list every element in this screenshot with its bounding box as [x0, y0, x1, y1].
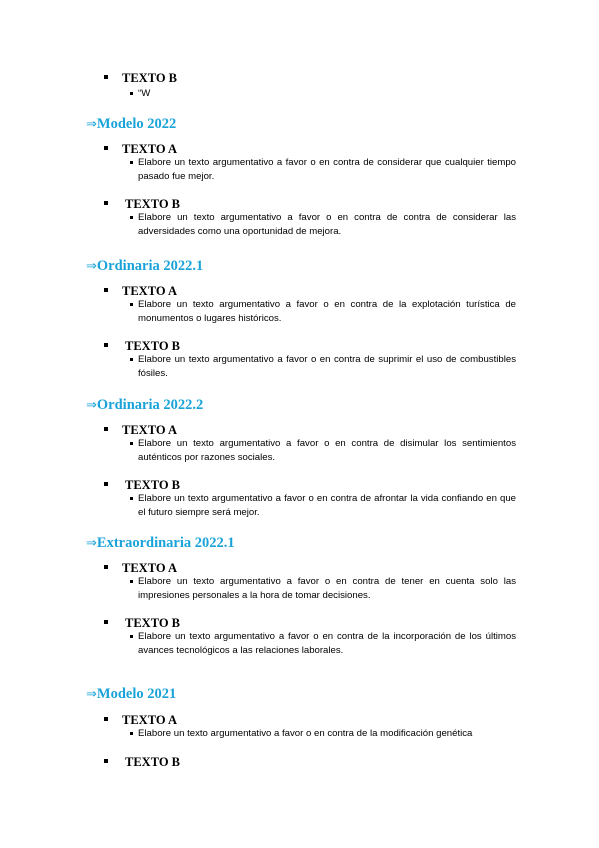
bullet-square-icon — [130, 635, 133, 638]
bullet-square-icon — [104, 565, 108, 569]
texto-b-heading: TEXTO B — [104, 478, 180, 492]
bullet-square-icon — [130, 161, 133, 164]
bullet-square-icon — [104, 343, 108, 347]
bullet-square-icon — [130, 442, 133, 445]
texto-a-prompt: Elabore un texto argumentativo a favor o en contra de tener en cuenta solo las impresiones personales a la hora de tomar decisiones. — [130, 575, 516, 603]
texto-a-heading: TEXTO A — [104, 713, 177, 727]
arrow-right-icon: ⇒ — [86, 536, 97, 551]
bullet-square-icon — [130, 358, 133, 361]
bullet-square-icon — [130, 497, 133, 500]
texto-b-prompt: Elabore un texto argumentativo a favor o en contra de la incorporación de los últimos avances tecnológicos a las relaciones laborales. — [130, 630, 516, 658]
bullet-square-icon — [104, 759, 108, 763]
texto-a-heading: TEXTO A — [104, 142, 177, 156]
texto-b-prompt: Elabore un texto argumentativo a favor o en contra de suprimir el uso de combustibles fósiles. — [130, 353, 516, 381]
bullet-square-icon — [130, 580, 133, 583]
section-heading-extraordinaria-2022-1: ⇒Extraordinaria 2022.1 — [86, 535, 235, 551]
texto-b-heading — [104, 71, 177, 85]
section-heading-modelo-2022: ⇒Modelo 2022 — [86, 116, 177, 132]
arrow-right-icon: ⇒ — [86, 398, 97, 413]
texto-a-prompt: Elabore un texto argumentativo a favor o en contra de la explotación turística de monumentos o lugares históricos. — [130, 298, 516, 326]
texto-a-heading: TEXTO A — [104, 423, 177, 437]
texto-a-prompt: Elabore un texto argumentativo a favor o en contra de disimular los sentimientos auténticos por razones sociales. — [130, 437, 516, 465]
texto-a-heading: TEXTO A — [104, 284, 177, 298]
bullet-square-icon — [104, 427, 108, 431]
bullet-square-icon — [104, 288, 108, 292]
texto-b-heading: TEXTO B — [104, 616, 180, 630]
bullet-square-icon — [104, 620, 108, 624]
texto-b-prompt: Elabore un texto argumentativo a favor o en contra de afrontar la vida confiando en que el futuro siempre será mejor. — [130, 492, 516, 520]
texto-b-prompt: “W — [130, 87, 516, 101]
arrow-right-icon: ⇒ — [86, 117, 97, 132]
texto-b-heading: TEXTO B — [104, 755, 180, 769]
texto-b-prompt: Elabore un texto argumentativo a favor o en contra de contra de considerar las adversidades como una oportunidad de mejora. — [130, 211, 516, 239]
section-heading-ordinaria-2022-2: ⇒Ordinaria 2022.2 — [86, 397, 204, 413]
texto-a-prompt: Elabore un texto argumentativo a favor o en contra de considerar que cualquier tiempo pasado fue mejor. — [130, 156, 516, 184]
bullet-square-icon — [130, 732, 133, 735]
section-heading-ordinaria-2022-1: ⇒Ordinaria 2022.1 — [86, 258, 204, 274]
texto-b-heading: TEXTO B — [104, 197, 180, 211]
bullet-square-icon — [130, 216, 133, 219]
texto-a-heading: TEXTO A — [104, 561, 177, 575]
bullet-square-icon — [104, 201, 108, 205]
section-heading-modelo-2021: ⇒Modelo 2021 — [86, 686, 177, 702]
bullet-square-icon — [104, 482, 108, 486]
texto-b-label: TEXTO B — [122, 71, 177, 85]
texto-b-heading: TEXTO B — [104, 339, 180, 353]
bullet-square-icon — [104, 146, 108, 150]
arrow-right-icon: ⇒ — [86, 259, 97, 274]
texto-a-prompt: Elabore un texto argumentativo a favor o en contra de la modificación genética — [130, 727, 516, 741]
bullet-square-icon — [130, 303, 133, 306]
arrow-right-icon: ⇒ — [86, 687, 97, 702]
bullet-square-icon — [104, 75, 108, 79]
bullet-square-icon — [104, 717, 108, 721]
bullet-square-icon — [130, 92, 133, 95]
